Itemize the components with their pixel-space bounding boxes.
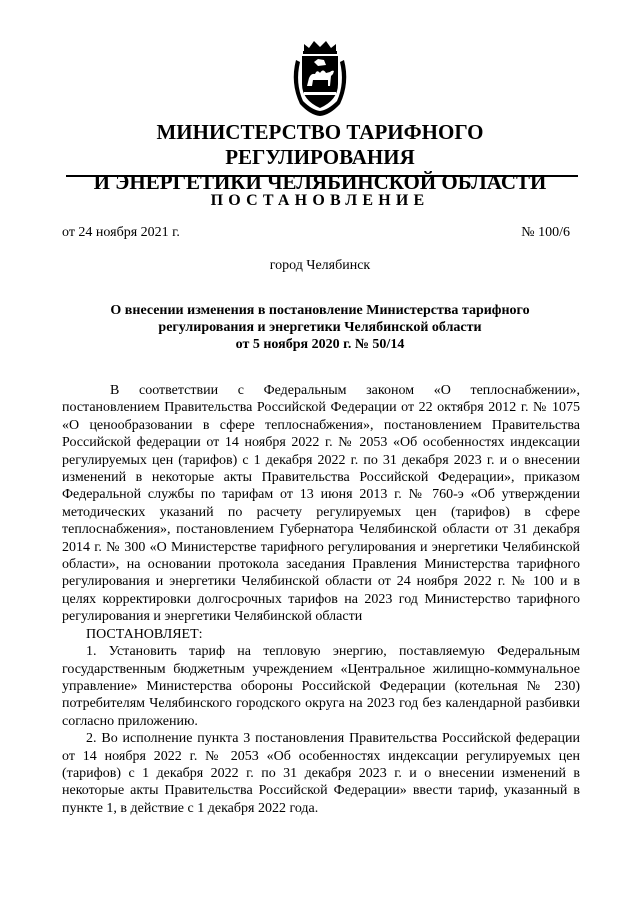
item-1-paragraph: 1. Установить тариф на тепловую энергию, поставляемую Федеральным государственным бюджетным учреждением «Центральное жилищно-коммунальное управление» Министерства обороны Российской Федерации (котельная № 230) потребителям Челябинского городского округа на 2023 год без календарной разбивки согласно приложению. [62,644,580,729]
ministry-name [60,120,580,195]
title-line3: от 5 ноября 2020 г. № 50/14 [235,337,405,352]
header-divider [66,175,578,177]
resolves-line: ПОСТАНОВЛЯЕТ: [86,626,203,642]
title-line1: О внесении изменения в постановление Министерства тарифного [110,303,530,318]
document-city: город Челябинск [269,258,371,273]
ministry-name-line2: И ЭНЕРГЕТИКИ ЧЕЛЯБИНСКОЙ ОБЛАСТИ [93,170,547,194]
chelyabinsk-coat-of-arms-icon [290,38,350,116]
document-number: № 100/6 [521,225,570,240]
document-type: ПОСТАНОВЛЕНИЕ [210,192,430,209]
item-2-paragraph: 2. Во исполнение пункта 3 постановления Правительства Российской федерации от 14 ноября 2022 г. № 2053 «Об особенностях индексации регулируемых цен (тарифов) с 1 декабря 2022 г. по 31 декабря 2023 г. и о внесении изменений в некоторые акты Правительства Российской Федерации» ввести тариф, указанный в пункте 1, в действие с 1 декабря 2022 года. [62,731,580,816]
preamble-paragraph: В соответствии с Федеральным законом «О теплоснабжении», постановлением Правительства Российской Федерации от 22 октября 2012 г. № 1075 «О ценообразовании в сфере теплоснабжения», постановлением Правительства Российской федерации от 14 ноября 2022 г. № 2053 «Об особенностях индексации регулируемых цен (тарифов) с 1 декабря 2022 г. по 31 декабря 2023 г. и о внесении изменений в некоторые акты Правительства Российской Федерации», приказом Федеральной службы по тарифам от 13 июня 2013 г. № 760-э «Об утверждении методических указаний по расчету регулируемых цен (тарифов) в сфере теплоснабжения», постановлением Губернатора Челябинской области от 31 декабря 2014 г. № 300 «О Министерстве тарифного регулирования и энергетики Челябинской области», на основании протокола заседания Правления Министерства тарифного регулирования и энергетики Челябинской области от 24 ноября 2022 г. № 100 и в целях корректировки долгосрочных тарифов на 2023 год Министерство тарифного регулирования и энергетики Челябинской области [62,383,580,625]
ministry-name-line1: МИНИСТЕРСТВО ТАРИФНОГО РЕГУЛИРОВАНИЯ [156,120,484,169]
document-date: от 24 ноября 2021 г. [62,225,180,240]
document-body [62,382,580,817]
document-title [80,302,560,353]
title-line2: регулирования и энергетики Челябинской области [158,320,482,335]
